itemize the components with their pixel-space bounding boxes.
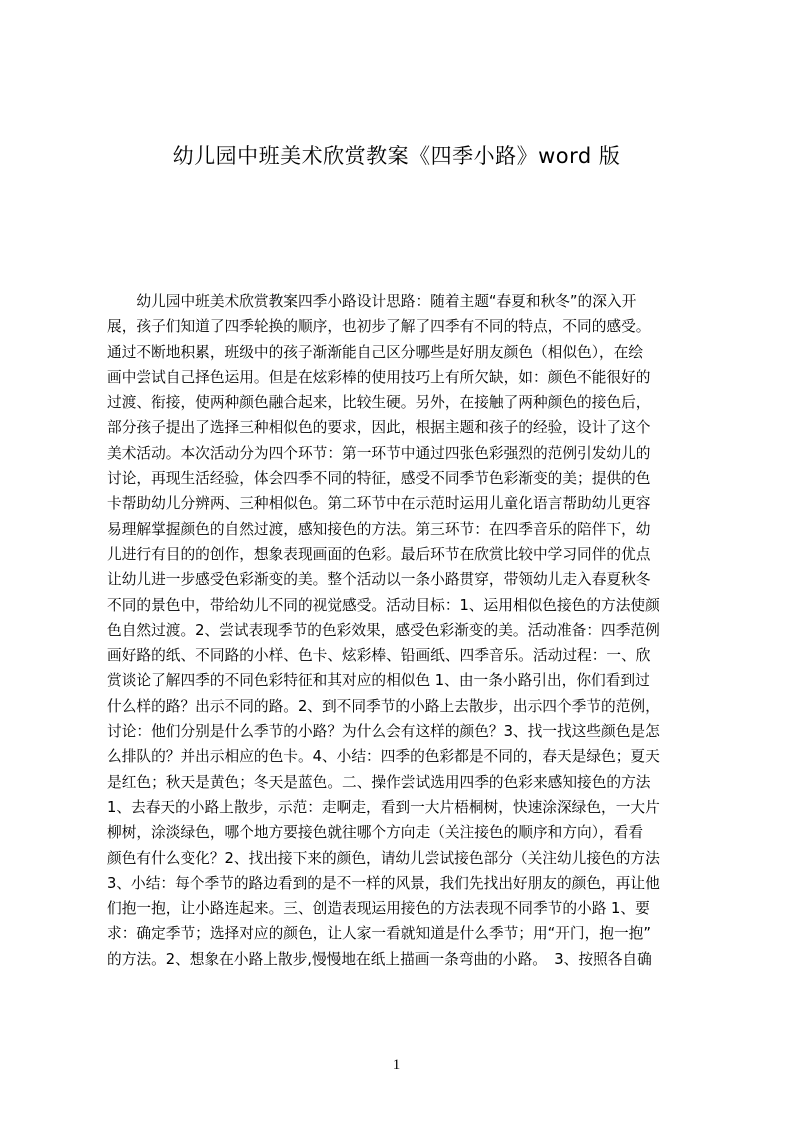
body-line: 儿进行有目的的创作，想象表现画面的色彩。最后环节在欣赏比较中学习同伴的优点	[107, 545, 651, 563]
body-line: 颜色有什么变化？2、找出接下来的颜色，请幼儿尝试接色部分（关注幼儿接色的方法	[107, 849, 660, 867]
document-body	[107, 289, 697, 972]
body-line: 求：确定季节；选择对应的颜色，让人家一看就知道是什么季节；用“开门，抱一抱”	[107, 925, 651, 943]
body-line: 们抱一抱，让小路连起来。三、创造表现运用接色的方法表现不同季节的小路 1、要	[107, 900, 650, 918]
body-line: 画中尝试自己择色运用。但是在炫彩棒的使用技巧上有所欠缺，如：颜色不能很好的	[107, 368, 651, 386]
body-line: 什么样的路？出示不同的路。2、到不同季节的小路上去散步，出示四个季节的范例，	[107, 697, 660, 715]
body-line: 3、小结：每个季节的路边看到的是不一样的风景，我们先找出好朋友的颜色，再让他	[107, 874, 660, 892]
body-line: 过渡、衔接，使两种颜色融合起来，比较生硬。另外，在接触了两种颜色的接色后，	[107, 394, 651, 412]
body-line: 幼儿园中班美术欣赏教案四季小路设计思路：随着主题“春夏和秋冬”的深入开	[107, 293, 637, 310]
body-line: 展，孩子们知道了四季轮换的顺序，也初步了解了四季有不同的特点，不同的感受。	[107, 318, 651, 336]
body-line: 柳树，涂淡绿色，哪个地方要接色就往哪个方向走（关注接色的顺序和方向），看看	[107, 824, 644, 842]
body-line: 让幼儿进一步感受色彩渐变的美。整个活动以一条小路贯穿，带领幼儿走入春夏秋冬	[107, 571, 651, 589]
body-line: 1、去春天的小路上散步，示范：走啊走，看到一大片梧桐树，快速涂深绿色，一大片	[107, 798, 660, 816]
body-line: 画好路的纸、不同路的小样、色卡、炫彩棒、铅画纸、四季音乐。活动过程：一、欣	[107, 647, 651, 665]
body-line: 不同的景色中，带给幼儿不同的视觉感受。活动目标：1、运用相似色接色的方法使颜	[107, 596, 660, 614]
document-title: 幼儿园中班美术欣赏教案《四季小路》word 版	[172, 144, 621, 168]
body-line: 易理解掌握颜色的自然过渡，感知接色的方法。第三环节：在四季音乐的陪伴下，幼	[107, 520, 651, 538]
body-line: 讨论：他们分别是什么季节的小路？为什么会有这样的颜色？3、找一找这些颜色是怎	[107, 723, 660, 741]
body-line: 的方法。2、想象在小路上散步,慢慢地在纸上描画一条弯曲的小路。 3、按照各自确	[107, 950, 652, 968]
body-line: 么排队的？并出示相应的色卡。4、小结：四季的色彩都是不同的，春天是绿色；夏天	[107, 748, 660, 766]
body-line: 美术活动。本次活动分为四个环节：第一环节中通过四张色彩强烈的范例引发幼儿的	[107, 444, 651, 462]
body-line: 卡帮助幼儿分辨两、三种相似色。第二环节中在示范时运用儿童化语言帮助幼儿更容	[107, 495, 651, 513]
body-line: 色自然过渡。2、尝试表现季节的色彩效果，感受色彩渐变的美。活动准备：四季范例	[107, 621, 660, 639]
body-line: 赏谈论了解四季的不同色彩特征和其对应的相似色 1、由一条小路引出，你们看到过	[107, 672, 650, 690]
body-line: 部分孩子提出了选择三种相似色的要求，因此，根据主题和孩子的经验，设计了这个	[107, 419, 651, 437]
body-line: 通过不断地积累，班级中的孩子渐渐能自己区分哪些是好朋友颜色（相似色），在绘	[107, 343, 644, 361]
body-line: 是红色；秋天是黄色；冬天是蓝色。二、操作尝试选用四季的色彩来感知接色的方法	[107, 773, 651, 791]
page-number: 1	[392, 1057, 401, 1073]
body-line: 讨论，再现生活经验，体会四季不同的特征，感受不同季节色彩渐变的美；提供的色	[107, 470, 651, 488]
